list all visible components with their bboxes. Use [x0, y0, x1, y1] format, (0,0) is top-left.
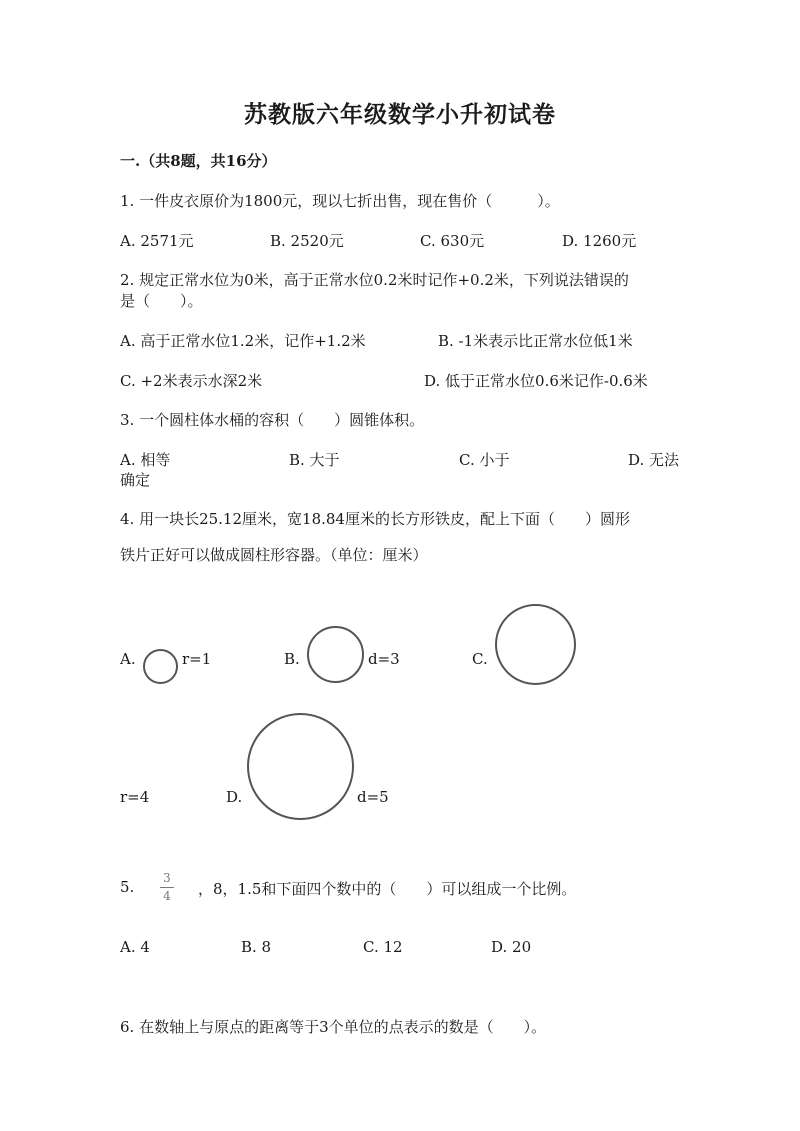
q3-option-d-wrap: 确定	[120, 471, 151, 489]
question-4-line-2: 铁片正好可以做成圆柱形容器。（单位：厘米）	[120, 546, 428, 564]
q4-value-a: r=1	[182, 650, 212, 668]
page-title: 苏教版六年级数学小升初试卷	[244, 101, 556, 128]
q3-option-b: B. 大于	[289, 451, 340, 469]
q5-option-a: A. 4	[120, 938, 150, 956]
question-2-line-2: 是（ ）。	[120, 292, 203, 310]
q2-option-b: B. -1米表示比正常水位低1米	[438, 332, 633, 350]
q4-value-b: d=3	[368, 650, 400, 668]
circle-c	[495, 604, 576, 685]
fraction-three-quarters	[160, 871, 174, 904]
question-1-text: 1. 一件皮衣原价为1800元，现以七折出售，现在售价（ ）。	[120, 192, 560, 210]
q1-option-b: B. 2520元	[270, 232, 344, 250]
q5-option-b: B. 8	[241, 938, 272, 956]
section-heading: 一.（共8题，共16分）	[120, 152, 277, 170]
q4-value-c: r=4	[120, 788, 150, 806]
circle-d	[247, 713, 354, 820]
question-2-line-1: 2. 规定正常水位为0米，高于正常水位0.2米时记作+0.2米，下列说法错误的	[120, 271, 629, 289]
circle-b	[307, 626, 364, 683]
question-4-line-1: 4. 用一块长25.12厘米，宽18.84厘米的长方形铁皮，配上下面（ ）圆形	[120, 510, 630, 528]
q1-option-a: A. 2571元	[120, 232, 194, 250]
q4-value-d: d=5	[357, 788, 389, 806]
question-5-text: ，8，1.5和下面四个数中的（ ）可以组成一个比例。	[198, 880, 577, 898]
q1-option-d: D. 1260元	[562, 232, 637, 250]
q4-label-d: D.	[226, 788, 243, 806]
q2-option-c: C. +2米表示水深2米	[120, 372, 263, 390]
q4-label-a: A.	[120, 650, 136, 668]
question-5-number: 5.	[120, 878, 135, 896]
q3-option-a: A. 相等	[120, 451, 171, 469]
fraction-bar	[160, 887, 174, 888]
q2-option-d: D. 低于正常水位0.6米记作-0.6米	[424, 372, 648, 390]
q3-option-d: D. 无法	[628, 451, 680, 469]
q5-option-d: D. 20	[491, 938, 532, 956]
q5-option-c: C. 12	[363, 938, 403, 956]
q4-label-b: B.	[284, 650, 300, 668]
q4-label-c: C.	[472, 650, 488, 668]
fraction-numerator: 3	[163, 871, 171, 885]
fraction-denominator: 4	[163, 889, 171, 903]
q3-option-c: C. 小于	[459, 451, 510, 469]
circle-a	[143, 649, 178, 684]
question-6-text: 6. 在数轴上与原点的距离等于3个单位的点表示的数是（ ）。	[120, 1018, 547, 1036]
q2-option-a: A. 高于正常水位1.2米，记作+1.2米	[120, 332, 366, 350]
q1-option-c: C. 630元	[420, 232, 485, 250]
question-3-text: 3. 一个圆柱体水桶的容积（ ）圆锥体积。	[120, 411, 425, 429]
